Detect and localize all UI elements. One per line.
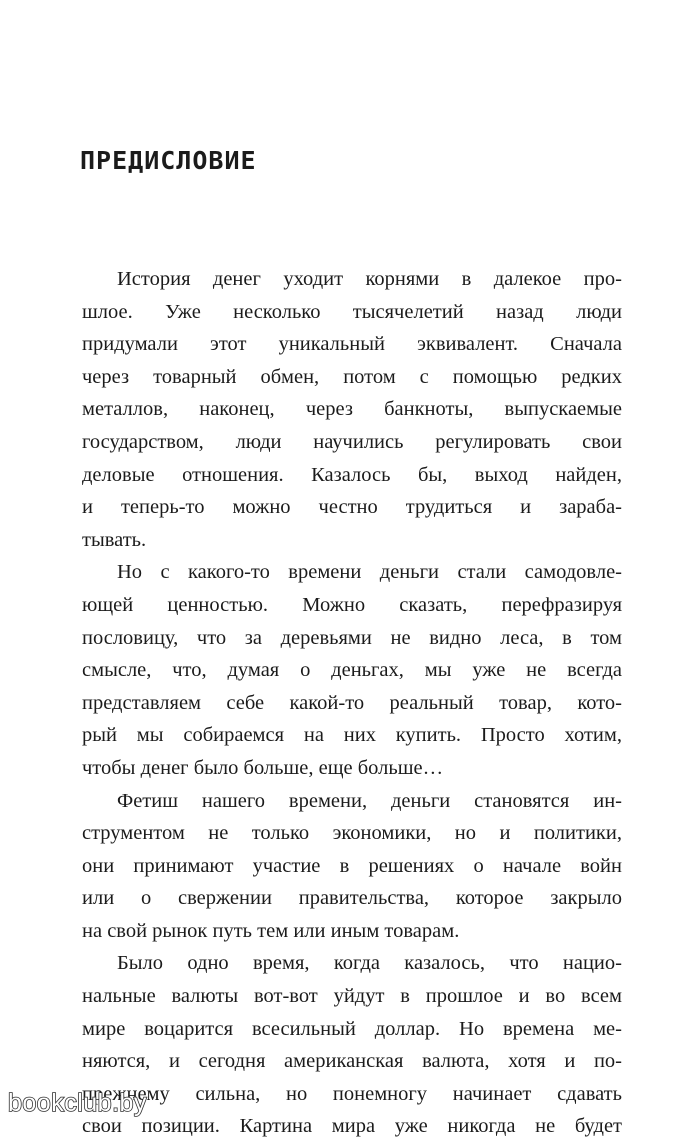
text-line: ющей ценностью. Можно сказать, перефразируя	[82, 593, 622, 616]
text-line: Было одно время, когда казалось, что нацио-	[117, 952, 622, 975]
text-line: смысле, что, думая о деньгах, мы уже не всегда	[82, 659, 622, 682]
text-line: мире воцарится всесильный доллар. Но времена ме-	[82, 1017, 622, 1040]
text-line: деловые отношения. Казалось бы, выход найден,	[82, 463, 622, 486]
text-line: и теперь-то можно честно трудиться и зараба-	[82, 496, 622, 519]
text-line: История денег уходит корнями в далекое про-	[117, 268, 622, 290]
paragraph	[82, 947, 622, 1143]
text-line: или о свержении правительства, которое закрыло	[82, 887, 622, 910]
paragraph	[82, 785, 622, 948]
text-line: на свой рынок путь тем или иным товарам.	[82, 919, 460, 942]
text-line: струментом не только экономики, но и политики,	[82, 822, 622, 845]
text-line: пословицу, что за деревьями не видно леса, в том	[82, 626, 622, 649]
text-line: тывать.	[82, 528, 147, 551]
text-line: через товарный обмен, потом с помощью редких	[82, 365, 622, 388]
text-line: Но с какого-то времени деньги стали самодовле-	[117, 561, 622, 584]
text-line: придумали этот уникальный эквивалент. Сначала	[82, 333, 622, 356]
text-line: они принимают участие в решениях о начале войн	[82, 854, 622, 877]
body-text	[82, 263, 622, 1143]
text-line: прежнему сильна, но понемногу начинает сдавать	[82, 1082, 622, 1105]
text-line: няются, и сегодня американская валюта, хотя и по-	[82, 1050, 622, 1073]
text-line: металлов, наконец, через банкноты, выпускаемые	[82, 398, 622, 421]
text-line: свои позиции. Картина мира уже никогда не будет	[82, 1115, 622, 1138]
text-line: шлое. Уже несколько тысячелетий назад люди	[82, 300, 622, 323]
chapter-heading: ПРЕДИСЛОВИЕ	[80, 146, 257, 175]
text-line: Фетиш нашего времени, деньги становятся ин-	[117, 789, 622, 812]
text-line: рый мы собираемся на них купить. Просто хотим,	[82, 724, 622, 747]
paragraph	[82, 556, 622, 784]
text-line: государством, люди научились регулировать свои	[82, 430, 622, 453]
watermark-logo: bookclub.by	[8, 1089, 147, 1117]
text-line: представляем себе какой-то реальный товар, кото-	[82, 691, 622, 714]
text-line: нальные валюты вот-вот уйдут в прошлое и во всем	[82, 985, 622, 1008]
text-line: чтобы денег было больше, еще больше…	[82, 756, 444, 779]
paragraph	[82, 263, 622, 556]
